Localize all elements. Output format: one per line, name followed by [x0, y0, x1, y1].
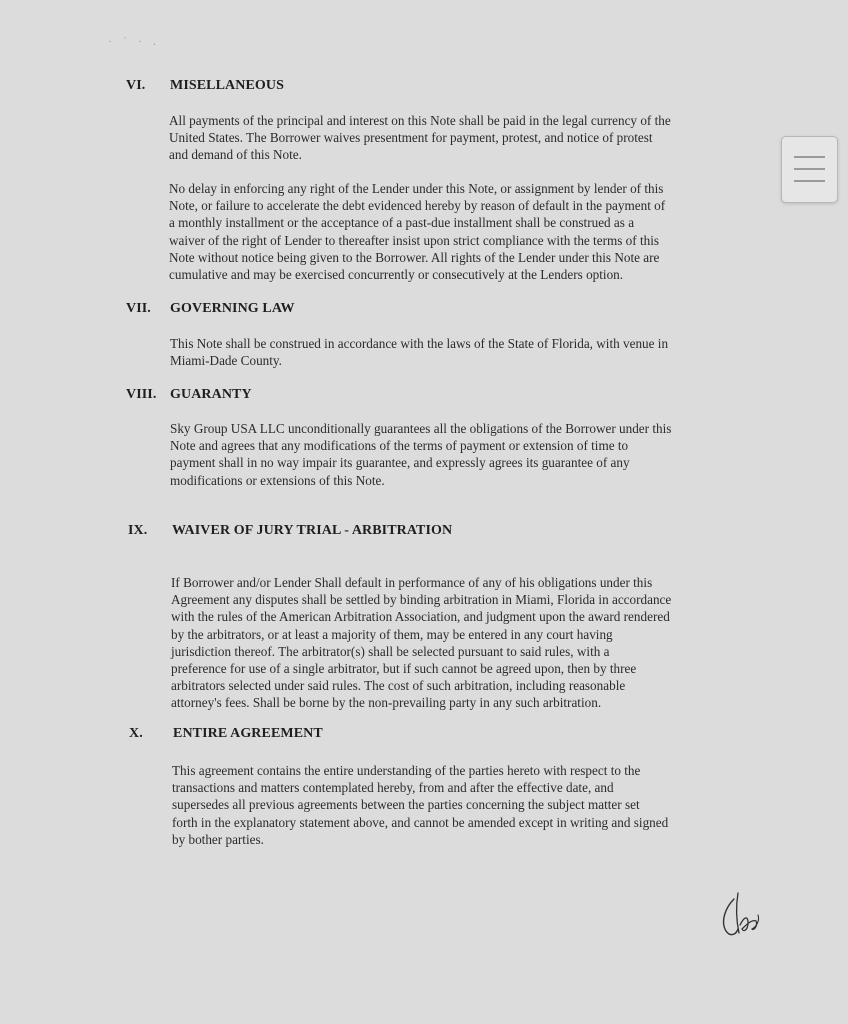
text-line: transactions and matters contemplated hereby, from and after the effective date, and: [172, 780, 614, 796]
section-x-paragraph: [172, 762, 668, 848]
text-line: Miami-Dade County.: [170, 353, 282, 369]
section-heading-vii: [126, 301, 295, 317]
hamburger-menu-button[interactable]: [781, 136, 838, 203]
text-line: Agreement any disputes shall be settled by binding arbitration in Miami, Florida in accordance: [171, 592, 672, 608]
text-line: a monthly installment or the acceptance of a past-due installment shall be construed as a: [169, 215, 635, 231]
text-line: United States. The Borrower waives presentment for payment, protest, and notice of protest: [169, 130, 653, 146]
section-numeral: X.: [129, 726, 143, 741]
text-line: No delay in enforcing any right of the Lender under this Note, or assignment by lender of this: [169, 181, 664, 196]
text-line: attorney's fees. Shall be borne by the non-prevailing party in any such arbitration.: [171, 695, 602, 711]
section-numeral: VIII.: [126, 387, 157, 402]
text-line: This agreement contains the entire understanding of the parties hereto with respect to the: [172, 763, 641, 778]
section-title: ENTIRE AGREEMENT: [173, 726, 323, 741]
text-line: payment shall in no way impair its guarantee, and expressly agrees its guarantee of any: [170, 455, 630, 471]
section-numeral: VII.: [126, 301, 151, 316]
text-line: Sky Group USA LLC unconditionally guarantees all the obligations of the Borrower under this: [170, 421, 672, 436]
text-line: by bother parties.: [172, 831, 264, 847]
text-line: arbitrators selected under said rules. The cost of such arbitration, including reasonable: [171, 678, 626, 694]
text-line: forth in the explanatory statement above, and cannot be amended except in writing and signed: [172, 814, 669, 830]
section-heading-vi: [126, 78, 284, 94]
section-title: WAIVER OF JURY TRIAL - ARBITRATION: [172, 523, 453, 538]
section-numeral: IX.: [128, 523, 148, 538]
section-viii-paragraph: [170, 420, 671, 489]
section-vi-paragraph-2: [169, 180, 665, 283]
section-heading-ix: [128, 523, 452, 539]
text-line: If Borrower and/or Lender Shall default in performance of any of his obligations under this: [171, 575, 653, 590]
text-line: and demand of this Note.: [169, 147, 302, 163]
text-line: This Note shall be construed in accordance with the laws of the State of Florida, with venue in: [170, 336, 669, 351]
section-title: MISELLANEOUS: [170, 78, 285, 93]
text-line: waiver of the right of Lender to thereafter insist upon strict compliance with the terms of this: [169, 232, 659, 248]
text-line: Note, or failure to accelerate the debt evidenced hereby by reason of default in the payment of: [169, 198, 666, 214]
section-heading-x: [129, 726, 323, 742]
text-line: cumulative and may be exercised concurrently or consecutively at the Lenders option.: [169, 267, 624, 283]
text-line: All payments of the principal and interest on this Note shall be paid in the legal currency of the: [169, 113, 671, 128]
text-line: Note without notice being given to the Borrower. All rights of the Lender under this Note are: [169, 249, 660, 265]
section-ix-paragraph: [171, 574, 671, 712]
text-line: preference for use of a single arbitrator, but if such cannot be agreed upon, then by three: [171, 661, 637, 677]
signature-initials: [712, 885, 772, 945]
text-line: by the arbitrators, or at least a majority of them, may be entered in any court having: [171, 626, 613, 642]
text-line: jurisdiction thereof. The arbitrator(s) shall be selected pursuant to said rules, with a: [171, 643, 610, 659]
text-line: supersedes all previous agreements between the parties concerning the subject matter set: [172, 797, 640, 813]
section-heading-viii: [126, 387, 252, 403]
text-line: Note and agrees that any modifications of the terms of payment or extension of time to: [170, 438, 629, 454]
scan-specks: · ˙ · .: [108, 34, 160, 48]
text-line: with the rules of the American Arbitration Association, and judgment upon the award rendered: [171, 609, 670, 625]
section-vii-paragraph: [170, 335, 668, 369]
section-numeral: VI.: [126, 78, 146, 93]
text-line: modifications or extensions of this Note.: [170, 472, 385, 488]
section-title: GOVERNING LAW: [170, 301, 295, 316]
section-vi-paragraph-1: [169, 112, 671, 164]
section-title: GUARANTY: [170, 387, 252, 402]
